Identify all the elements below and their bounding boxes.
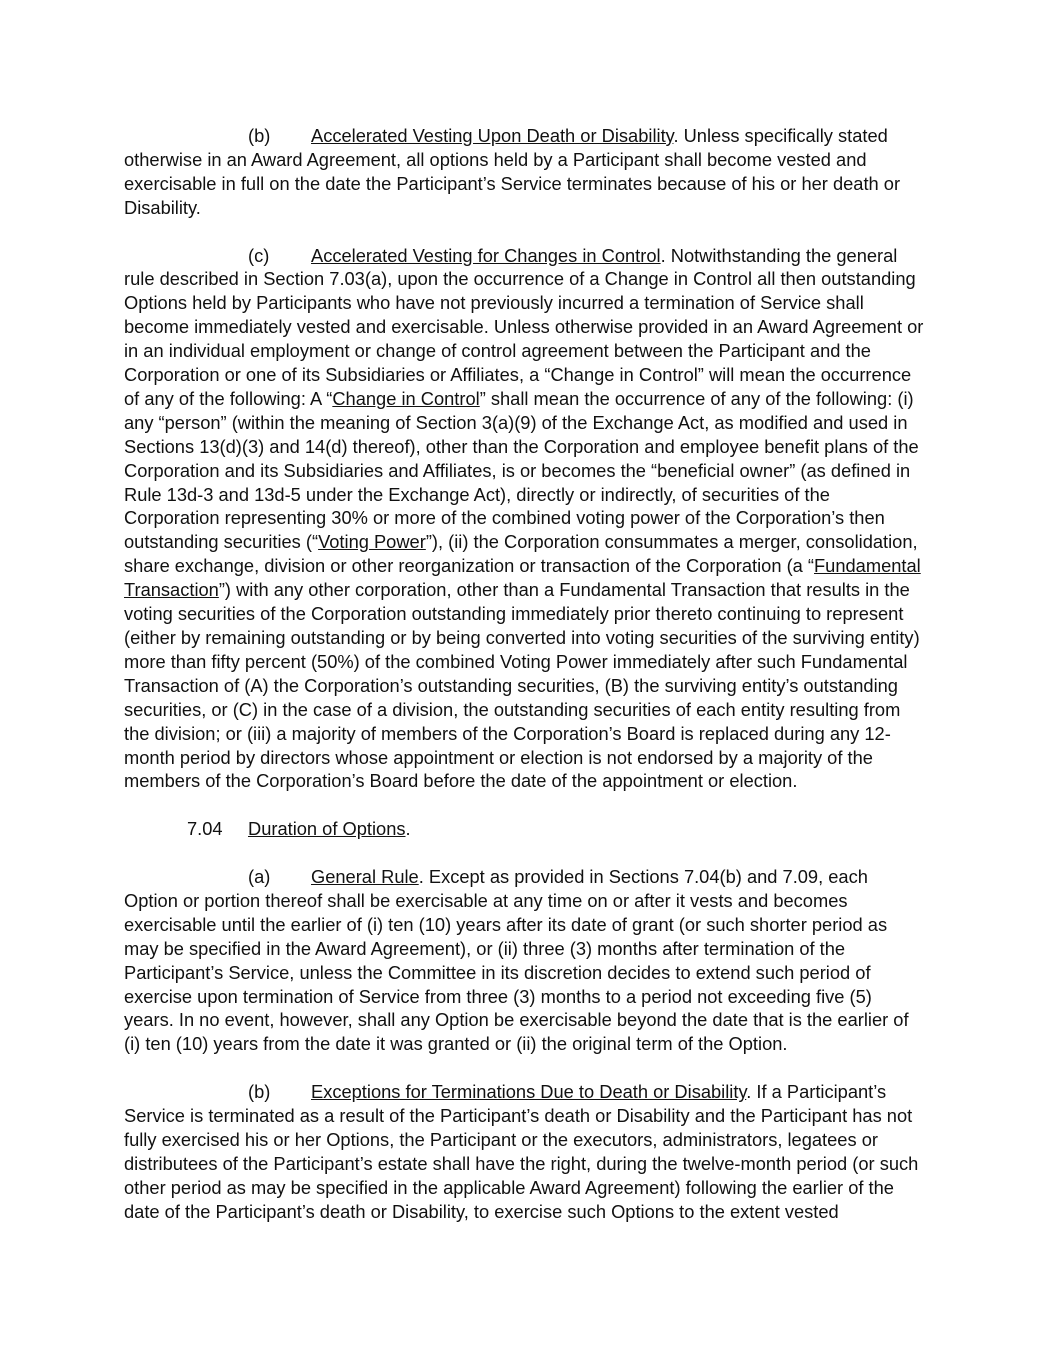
paragraph-label: (b) — [248, 1081, 271, 1103]
paragraph-text: ” shall mean the occurrence of any of the following: (i) any “person” (within the meaning of Section 3(a)(9) of the Exchange Act, as modified and used in Sections 13(d)(3) and 14(d) thereof), other than the Corporation and employee benefit plans of the Corporation and its Subsidiaries and Affiliates, is or becomes the “beneficial owner” (as defined in Rule 13d-3 and 13d-5 under the Exchange Act), directly or indirectly, of securities of the Corporation representing 30% or more of the combined voting power of the Corporation’s then outstanding securities (“ — [124, 387, 919, 553]
paragraph-label: (a) — [248, 866, 271, 888]
paragraph-text: . Except as provided in Sections 7.04(b) and 7.09, each Option or portion thereof shall be exercisable at any time on or after it vests and becomes exercisable until the earlier of (i) ten (10) years after its date of grant (or such shorter period as may be specified in the Award Agreement), or (ii) three (3) months after termination of the Participant’s Service, unless the Committee in its discretion decides to extend such period of exercise upon termination of Service from three (3) months to a period not exceeding five (5) years. In no event, however, shall any Option be exercisable beyond the date that is the earlier of (i) ten (10) years from the date it was granted or (ii) the original term of the Option. — [124, 866, 909, 1055]
paragraph-b-accelerated-vesting-death — [124, 124, 924, 220]
paragraph-text: ”), (ii) the Corporation consummates a merger, consolidation, share exchange, division or other reorganization or transaction of the Corporation (a “ — [124, 531, 918, 577]
paragraph-label: (b) — [248, 125, 271, 146]
defined-term-voting-power: Voting Power — [318, 531, 426, 553]
paragraph-heading: General Rule — [311, 866, 419, 888]
paragraph-text: . Unless specifically stated otherwise in an Award Agreement, all options held by a Participant shall become vested and exercisable in full on the date the Participant’s Service terminates because of his or her death or Disability. — [124, 125, 901, 218]
paragraph-label: (c) — [248, 244, 270, 266]
paragraph-b-exceptions-death-disability — [124, 1080, 924, 1223]
section-heading-7-04 — [124, 817, 924, 841]
paragraph-text: . Notwithstanding the general rule described in Section 7.03(a), upon the occurrence of a Change in Control all then outstanding Options held by Participants who have not previously incurred a termination of Service shall become immediately vested and exercisable. Unless otherwise provided in an Award Agreement or in an individual employment or change of control agreement between the Participant and the Corporation or one of its Subsidiaries or Affiliates, a “Change in Control” will mean the occurrence of any of the following: A “ — [124, 244, 924, 409]
defined-term-change-in-control: Change in Control — [332, 387, 480, 409]
section-number: 7.04 — [187, 818, 223, 840]
paragraph-heading: Exceptions for Terminations Due to Death or Disability — [311, 1081, 747, 1103]
defined-term-fundamental-transaction: Fundamental Transaction — [124, 555, 921, 601]
document-page — [124, 124, 924, 1248]
section-title-trail: . — [405, 818, 411, 840]
paragraph-text: ”) with any other corporation, other than a Fundamental Transaction that results in the voting securities of the Corporation outstanding immediately prior thereto continuing to represent (either by remaining outstanding or by being converted into voting securities of the surviving entity) more than fifty percent (50%) of the combined Voting Power immediately after such Fundamental Transaction of (A) the Corporation’s outstanding securities, (B) the surviving entity’s outstanding securities, or (C) in the case of a division, the outstanding securities of each entity resulting from the division; or (iii) a majority of members of the Corporation’s Board is replaced during any 12-month period by directors whose appointment or election is not endorsed by a majority of the members of the Corporation’s Board before the date of the appointment or election. — [124, 579, 920, 792]
paragraph-a-general-rule — [124, 865, 924, 1056]
paragraph-heading: Accelerated Vesting Upon Death or Disability — [311, 125, 674, 146]
section-title: Duration of Options — [248, 818, 406, 840]
paragraph-heading: Accelerated Vesting for Changes in Control — [311, 244, 661, 266]
paragraph-text: . If a Participant’s Service is terminated as a result of the Participant’s death or Disability and the Participant has not fully exercised his or her Options, the Participant or the executors, administrators, legatees or distributees of the Participant’s estate shall have the right, during the twelve-month period (or such other period as may be specified in the applicable Award Agreement) following the earlier of the date of the Participant’s death or Disability, to exercise such Options to the extent vested — [124, 1081, 919, 1222]
paragraph-c-change-in-control — [124, 244, 924, 794]
